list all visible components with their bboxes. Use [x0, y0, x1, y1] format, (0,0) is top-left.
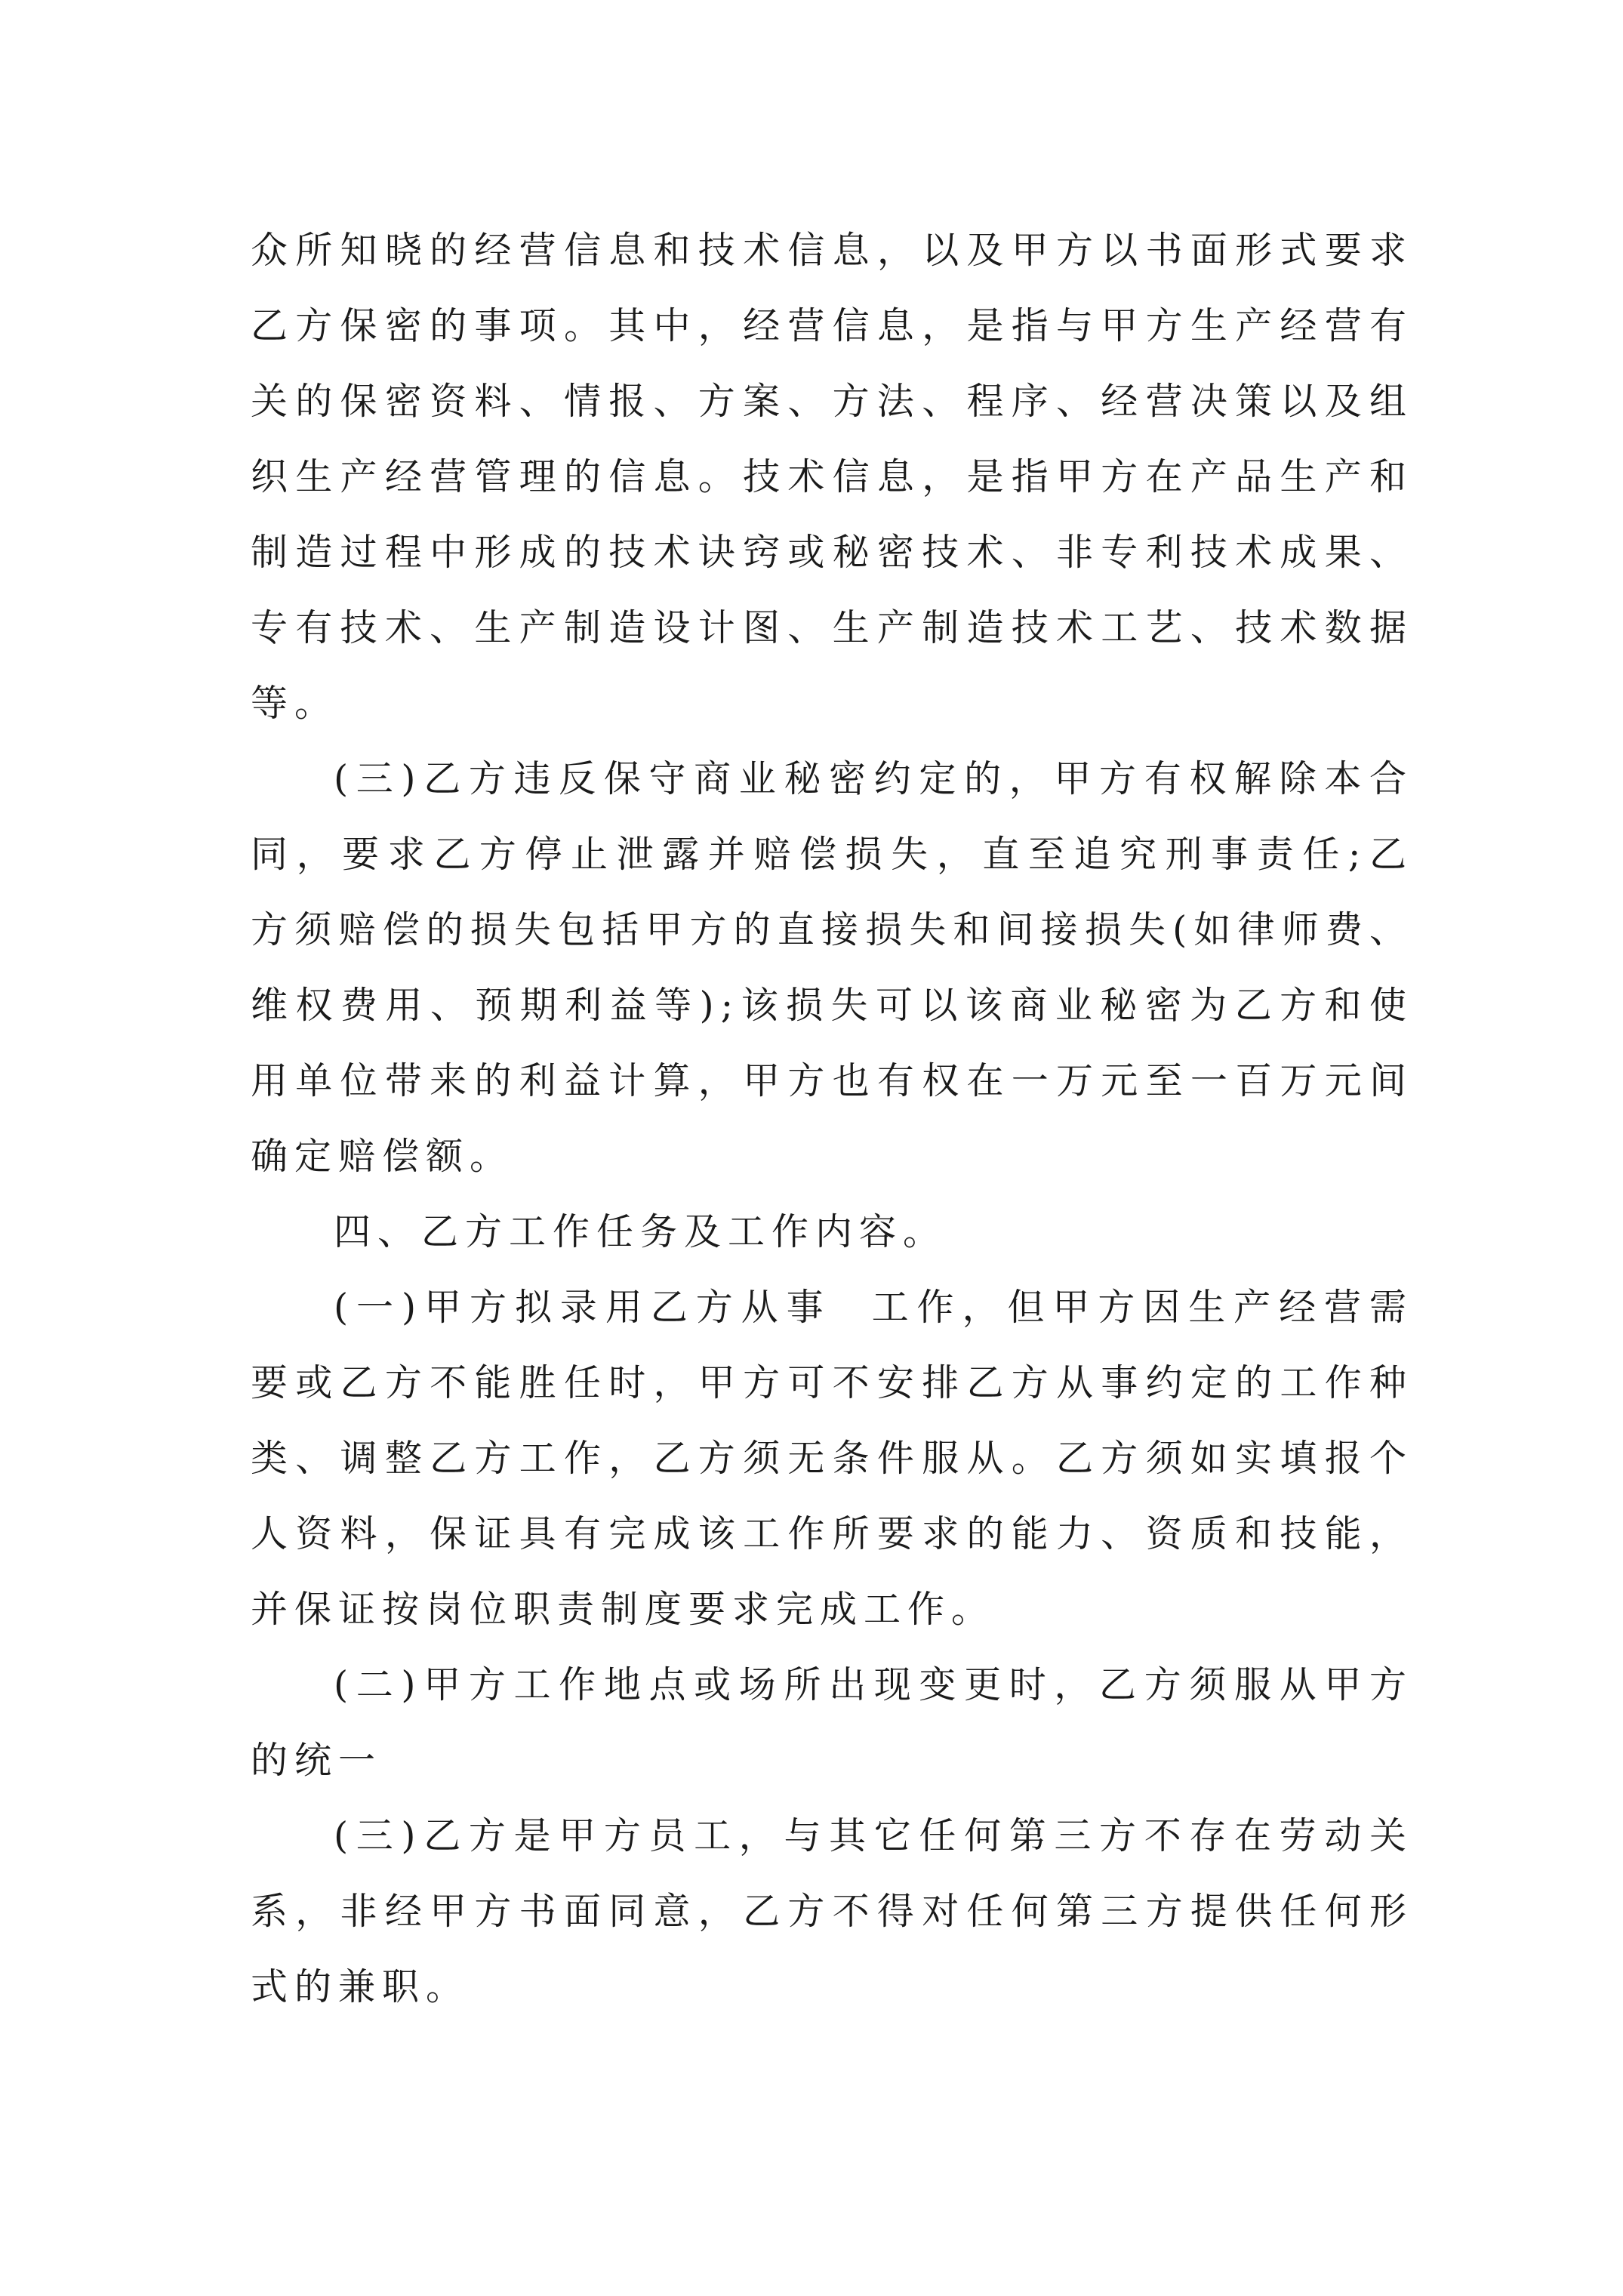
text-line: 系，非经甲方书面同意，乙方不得对任何第三方提供任何形 — [251, 1890, 1413, 1933]
text-line: 式的兼职。 — [251, 1965, 470, 2008]
document-body — [251, 213, 1413, 2025]
text-line: 确定赔偿额。 — [251, 1135, 514, 1178]
text-line: 并保证按岗位职责制度要求完成工作。 — [251, 1588, 996, 1631]
text-line: (三)乙方违反保守商业秘密约定的，甲方有权解除本合 — [334, 757, 1413, 800]
text-line: 制造过程中形成的技术诀窍或秘密技术、非专利技术成果、 — [251, 531, 1413, 574]
text-line: 乙方保密的事项。其中，经营信息，是指与甲方生产经营有 — [251, 304, 1413, 347]
text-line: 等。 — [251, 682, 339, 725]
text-line: 的统一 — [251, 1739, 383, 1782]
text-line: 维权费用、预期利益等);该损失可以该商业秘密为乙方和使 — [251, 984, 1413, 1027]
text-line: 专有技术、生产制造设计图、生产制造技术工艺、技术数据 — [251, 606, 1413, 649]
paragraph-confidential-info — [251, 213, 1413, 741]
text-line: 织生产经营管理的信息。技术信息，是指甲方在产品生产和 — [251, 455, 1413, 498]
text-line: 用单位带来的利益计算，甲方也有权在一万元至一百万元间 — [251, 1059, 1413, 1102]
text-line: 四、乙方工作任务及工作内容。 — [334, 1210, 947, 1253]
text-line: 要或乙方不能胜任时，甲方可不安排乙方从事约定的工作种 — [251, 1361, 1413, 1404]
paragraph-breach-liability — [251, 741, 1413, 1194]
text-line: 类、调整乙方工作，乙方须无条件服从。乙方须如实填报个 — [251, 1437, 1413, 1480]
text-line: (一)甲方拟录用乙方从事 工作，但甲方因生产经营需 — [334, 1286, 1413, 1329]
paragraph-work-location — [251, 1647, 1413, 1798]
paragraph-no-third-party-employment — [251, 1798, 1413, 2025]
text-line: (三)乙方是甲方员工，与其它任何第三方不存在劳动关 — [334, 1814, 1413, 1857]
paragraph-job-assignment — [251, 1270, 1413, 1647]
text-line: (二)甲方工作地点或场所出现变更时，乙方须服从甲方 — [334, 1663, 1413, 1706]
text-line: 人资料，保证具有完成该工作所要求的能力、资质和技能， — [251, 1512, 1413, 1555]
text-line: 众所知晓的经营信息和技术信息，以及甲方以书面形式要求 — [251, 229, 1413, 272]
section-heading-work-tasks — [251, 1194, 1413, 1270]
text-line: 关的保密资料、情报、方案、方法、程序、经营决策以及组 — [251, 380, 1413, 423]
text-line: 同，要求乙方停止泄露并赔偿损失，直至追究刑事责任;乙 — [251, 833, 1413, 876]
text-line: 方须赔偿的损失包括甲方的直接损失和间接损失(如律师费、 — [251, 908, 1413, 951]
